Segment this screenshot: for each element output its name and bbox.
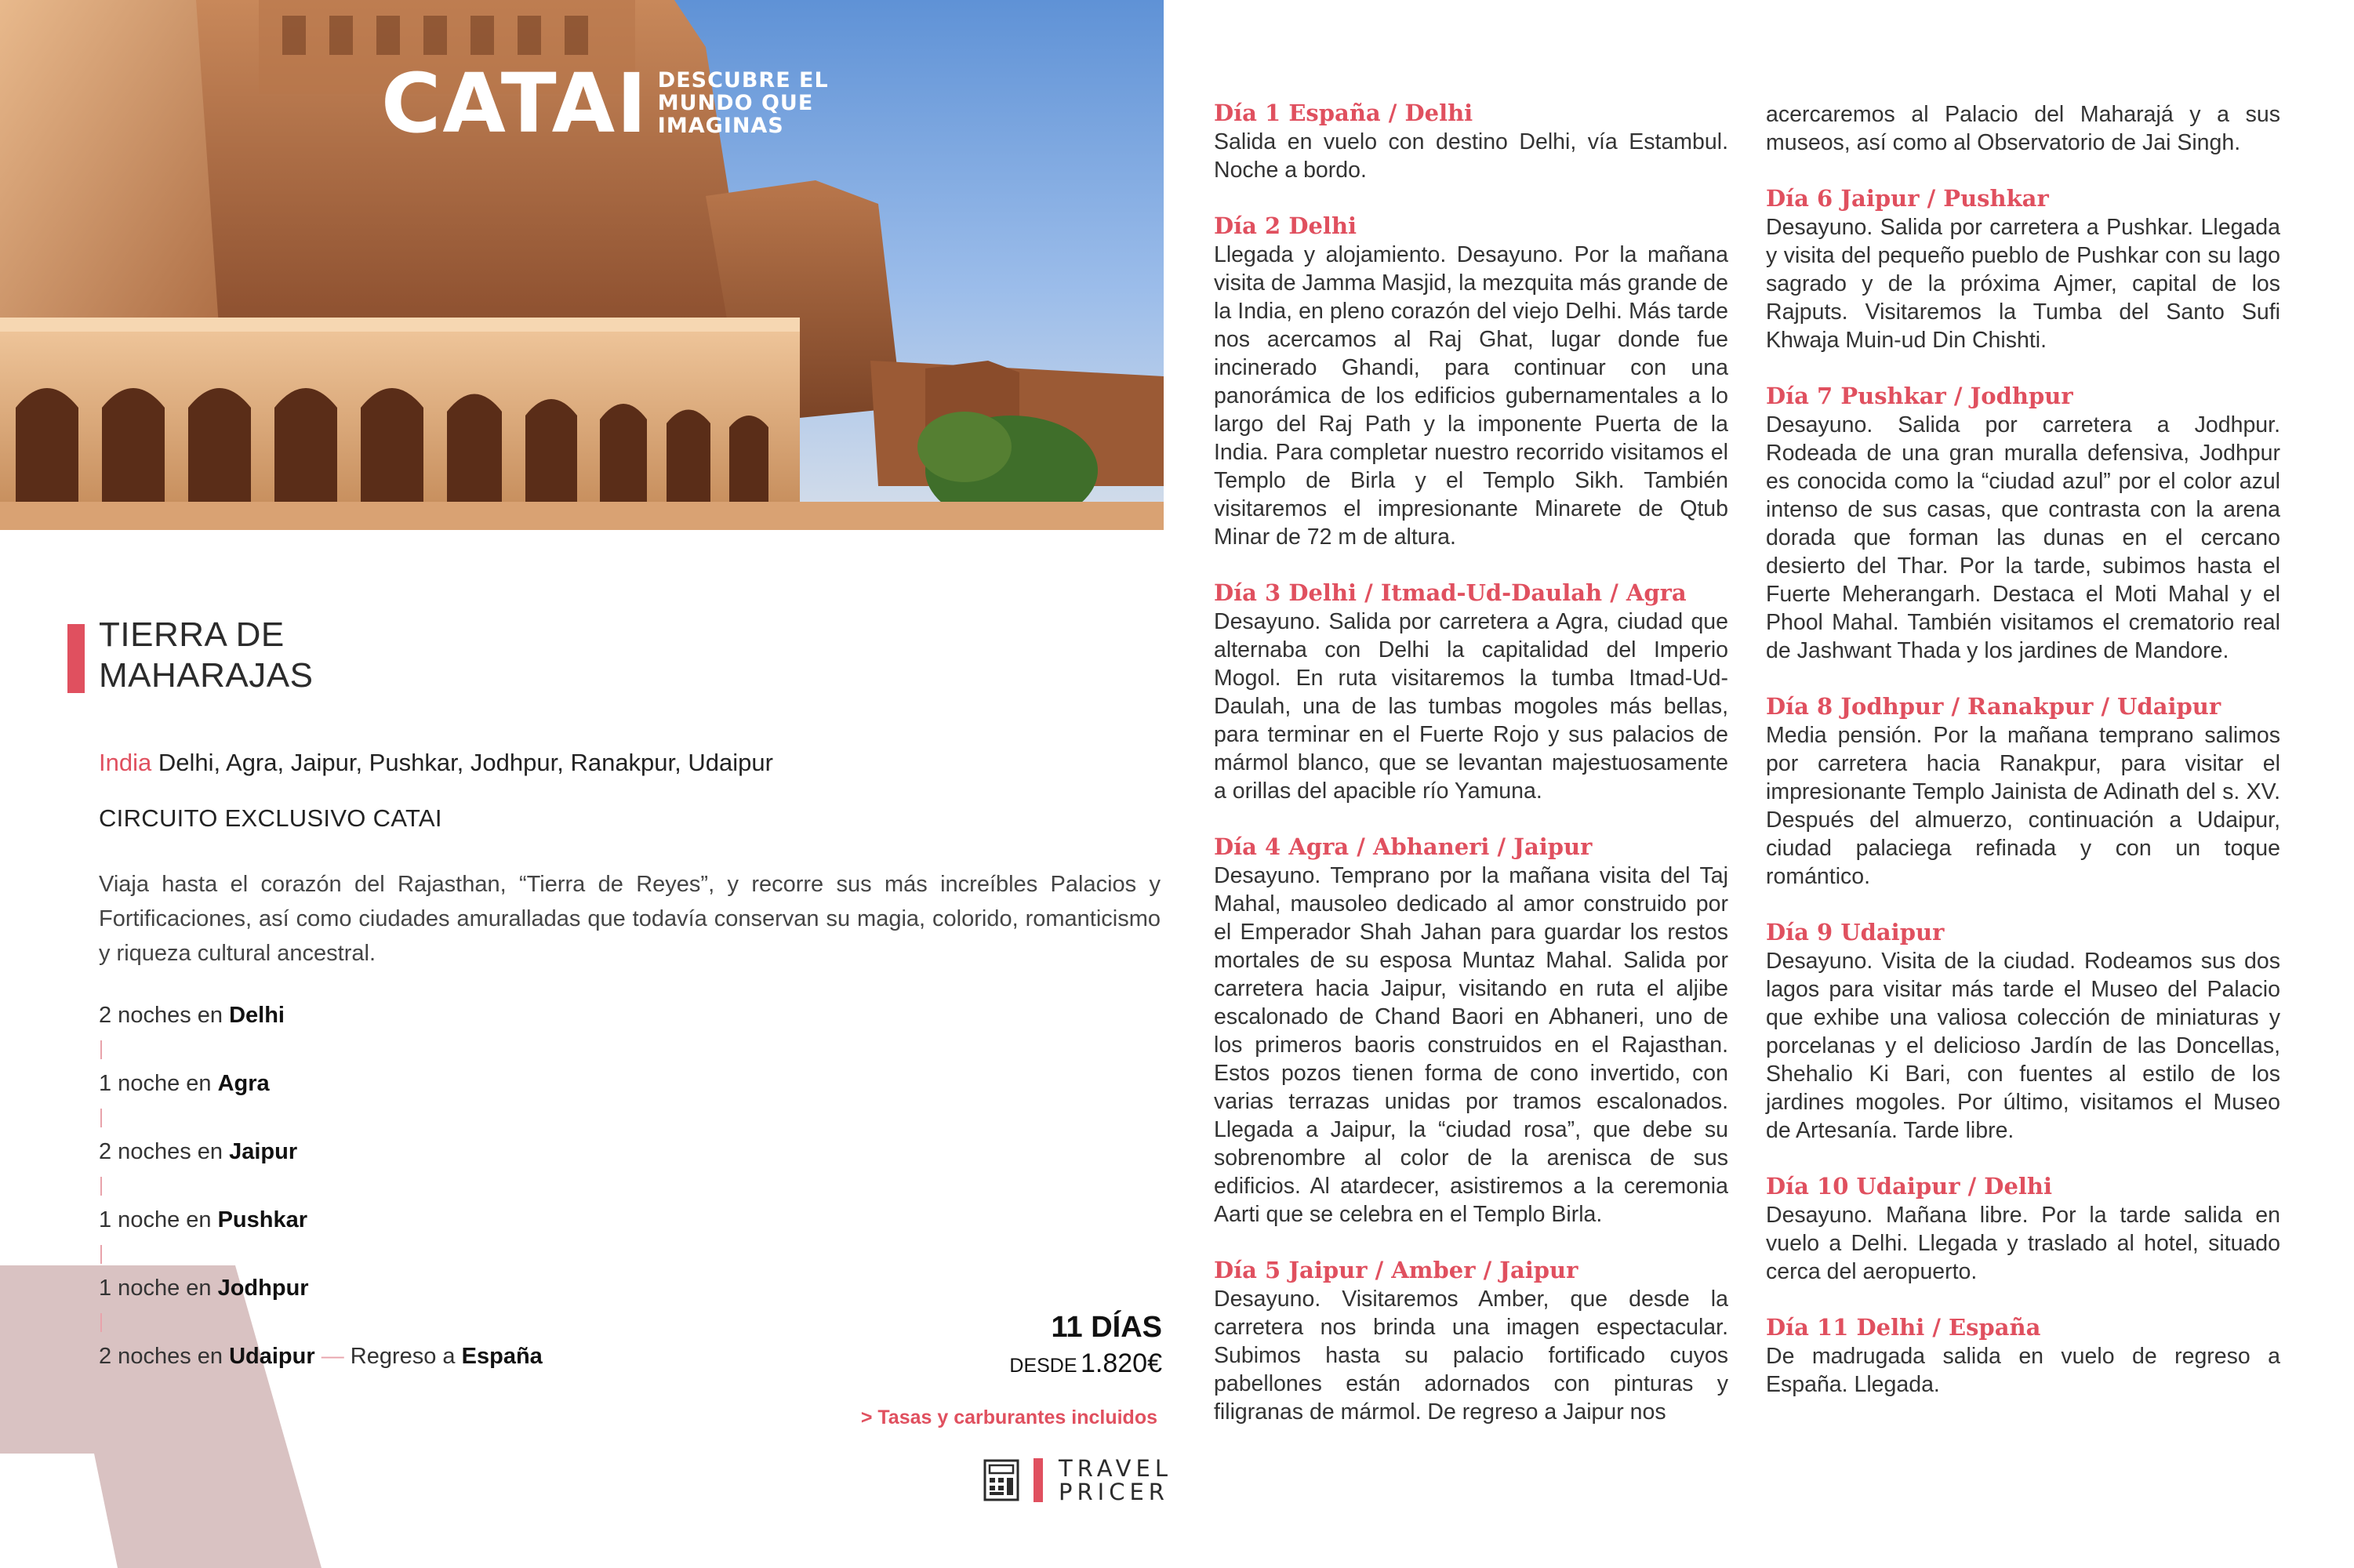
- day-title: Día 3 Delhi / Itmad-Ud-Daulah / Agra: [1214, 579, 1687, 606]
- divider: [99, 1305, 543, 1340]
- duration: 11 DÍAS: [1051, 1311, 1162, 1344]
- divider: [99, 1101, 543, 1135]
- day-title: Día 10 Udaipur / Delhi: [1766, 1173, 2053, 1200]
- day-title: Día 4 Agra / Abhaneri / Jaipur: [1214, 833, 1593, 860]
- day-text: Desayuno. Salida por carretera a Agra, ciudad que alternaba con Delhi la capitalidad del Imperio Mogol. En ruta visitaremos la tumba Itmad-Ud- Daulah, una de las tumbas mogoles más bellas, para terminar en el Fuerte Rojo y sus palacios de mármol blanco, que se levantan majestuosamente a orillas del apacible río Yamuna.: [1214, 609, 1728, 804]
- list-item: [99, 999, 543, 1033]
- day-title: Día 8 Jodhpur / Ranakpur / Udaipur: [1766, 693, 2221, 720]
- day-text: Desayuno. Salida por carretera a Jodhpur. Rodeada de una gran muralla defensiva, Jodhpur es conocida como la “ciudad azul” por el color azul intenso de sus casas, que contrasta con la arena dorada que forman las dunas en el cercano desierto del Thar. Por la tarde, subimos hasta el Fuerte Meherangarh. Destaca el Moti Mahal y el Phool Mahal. También visitamos el crematorio real de Jashwant Thada y los jardines de Mandore.: [1766, 412, 2280, 663]
- price-label: DESDE: [1009, 1355, 1077, 1377]
- day-title: Día 2 Delhi: [1214, 212, 1357, 239]
- day-text: Salida en vuelo con destino Delhi, vía Estambul. Noche a bordo.: [1214, 129, 1728, 183]
- day-text: Llegada y alojamiento. Desayuno. Por la mañana visita de Jamma Masjid, la mezquita más grande de la India, en pleno corazón del viejo Delhi. Más tarde nos acercamos al Raj Ghat, lugar donde fue incinerado Ghandi, para continuar con una panorámica de los edificios gubernamentales a lo largo del Raj Path y la imponente Puerta de la India. Para completar nuestro recorrido visitamos el Templo de Birla y el Templo Sikh. También visitaremos el impresionante Minarete de Qtub Minar de 72 m de altura.: [1214, 242, 1728, 550]
- price: [902, 1348, 1162, 1379]
- tour-title-line: TIERRA DE: [99, 615, 285, 654]
- travel-pricer-line: TRAVEL: [1059, 1455, 1172, 1482]
- day-title: Día 6 Jaipur / Pushkar: [1766, 185, 2049, 212]
- day-title: Día 7 Pushkar / Jodhpur: [1766, 383, 2073, 409]
- cities: Delhi, Agra, Jaipur, Pushkar, Jodhpur, Ranakpur, Udaipur: [158, 749, 773, 776]
- intro-paragraph: Viaja hasta el corazón del Rajasthan, “Tierra de Reyes”, y recorre sus más increíbles Palacios y Fortificaciones, así como ciudades amuralladas que todavía conservan su magia, colorido, romanticismo y riqueza cultural ancestral.: [99, 872, 1161, 966]
- list-item: [99, 1203, 543, 1237]
- catai-logo: [381, 56, 829, 151]
- night-city: Pushkar: [217, 1207, 308, 1232]
- day-text: Desayuno. Mañana libre. Por la tarde salida en vuelo a Delhi. Llegada y traslado al hotel, situado cerca del aeropuerto.: [1766, 1203, 2280, 1284]
- night-dash: —: [321, 1344, 344, 1369]
- return-prefix: Regreso a: [350, 1344, 456, 1369]
- day-title: Día 1 España / Delhi: [1214, 100, 1473, 126]
- day-text: De madrugada salida en vuelo de regreso a España. Llegada.: [1766, 1344, 2280, 1397]
- travel-pricer-text: [1059, 1457, 1172, 1504]
- list-item: [99, 1340, 543, 1374]
- travel-pricer-bar: [1034, 1458, 1043, 1502]
- night-city: Delhi: [229, 1003, 285, 1028]
- nights-list: [99, 999, 543, 1374]
- day-text: Media pensión. Por la mañana temprano salimos por carretera hacia Ranakpur, para visitar el impresionante Templo Jainista de Adinath del s. XV. Después del almuerzo, continuación a Udaipur, ciudad palaciega refinada y con un toque romántico.: [1766, 723, 2280, 889]
- day-text-continued: acercaremos al Palacio del Maharajá y a sus museos, así como al Observatorio de Jai Singh.: [1766, 102, 2280, 155]
- itinerary-day: [1214, 1256, 1728, 1426]
- price-value: 1.820€: [1081, 1348, 1162, 1378]
- tour-title-line: MAHARAJAS: [99, 656, 314, 695]
- return-city: España: [461, 1344, 543, 1369]
- itinerary-column-2: [1766, 100, 2280, 1426]
- brand-name: CATAI: [381, 56, 648, 151]
- brand-tagline-line: DESCUBRE EL: [657, 68, 829, 93]
- day-title: Día 11 Delhi / España: [1766, 1314, 2041, 1341]
- day-title: Día 5 Jaipur / Amber / Jaipur: [1214, 1257, 1578, 1283]
- list-item: [99, 1272, 543, 1305]
- night-prefix: 1 noche en: [99, 1071, 212, 1096]
- day-title: Día 9 Udaipur: [1766, 919, 1945, 946]
- night-city: Agra: [217, 1071, 270, 1096]
- brand-tagline-line: IMAGINAS: [657, 114, 784, 138]
- night-city: Jodhpur: [217, 1276, 309, 1301]
- itinerary-day: [1766, 1172, 2280, 1286]
- night-prefix: 1 noche en: [99, 1207, 212, 1232]
- itinerary-day: [1214, 212, 1728, 551]
- taxes-note: > Tasas y carburantes incluidos: [860, 1406, 1157, 1428]
- divider: [99, 1033, 543, 1067]
- day-text: Desayuno. Visitaremos Amber, que desde la carretera nos brinda una imagen espectacular. Subimos hasta su palacio fortificado cuyos pabellones están adornados con pinturas y filigranas de mármol. De regreso a Jaipur nos: [1214, 1287, 1728, 1425]
- night-city: Jaipur: [229, 1139, 298, 1164]
- itinerary-day: [1766, 382, 2280, 665]
- itinerary-day: [1766, 692, 2280, 891]
- hero-photo: [0, 0, 1164, 530]
- travel-pricer-logo: [983, 1457, 1172, 1504]
- night-city: Udaipur: [229, 1344, 315, 1369]
- day-text: Desayuno. Visita de la ciudad. Rodeamos sus dos lagos para visitar más tarde el Museo del Palacio que exhibe una valiosa colección de miniaturas y porcelanas y el delicioso Jardín de las Doncellas, Shehalio Ki Bari, con fuentes al estilo de los jardines mogoles. Por último, visitamos el Museo de Artesanía. Tarde libre.: [1766, 949, 2280, 1143]
- night-prefix: 1 noche en: [99, 1276, 212, 1301]
- list-item: [99, 1067, 543, 1101]
- divider: [99, 1237, 543, 1272]
- list-item: [99, 1135, 543, 1169]
- divider: [99, 1169, 543, 1203]
- night-prefix: 2 noches en: [99, 1344, 223, 1369]
- itinerary-column-1: [1214, 99, 1728, 1454]
- itinerary-day: [1766, 1313, 2280, 1399]
- itinerary-day: [1214, 833, 1728, 1229]
- brand-tagline: [658, 69, 829, 137]
- calculator-icon: [983, 1459, 1019, 1501]
- circuit-label: CIRCUITO EXCLUSIVO CATAI: [99, 804, 442, 832]
- country: India: [99, 749, 152, 776]
- travel-pricer-line: PRICER: [1059, 1479, 1169, 1505]
- tour-title: [99, 615, 313, 696]
- itinerary-day: [1214, 579, 1728, 805]
- night-prefix: 2 noches en: [99, 1003, 223, 1028]
- day-text: Desayuno. Temprano por la mañana visita del Taj Mahal, mausoleo dedicado al amor construido por el Emperador Shah Jahan para guardar los restos mortales de su esposa Muntaz Mahal. Salida por carretera hacia Jaipur, visitando en ruta el aljibe escalonado de Chand Baori en Abhaneri, uno de los primeros baoris construidos en el Rajasthan. Estos pozos tienen forma de cono invertido, con varias terrazas unidas por tramos escalonados. Llegada a Jaipur, la “ciudad rosa”, que debe su sobrenombre al color de la arenisca de sus edificios. Al atardecer, asistiremos a la ceremonia Aarti que se celebra en el Templo Birla.: [1214, 863, 1728, 1227]
- day-text: Desayuno. Salida por carretera a Pushkar. Llegada y visita del pequeño pueblo de Pushkar con su lago sagrado y de la próxima Ajmer, capital de los Rajputs. Visitaremos la Tumba del Santo Sufi Khwaja Muin-ud Din Chishti.: [1766, 215, 2280, 353]
- itinerary-day: [1214, 99, 1728, 184]
- title-accent-bar: [67, 624, 85, 693]
- night-prefix: 2 noches en: [99, 1139, 223, 1164]
- itinerary-day: [1766, 184, 2280, 354]
- brand-tagline-line: MUNDO QUE: [657, 91, 814, 115]
- itinerary-day: [1766, 918, 2280, 1145]
- destinations: [99, 749, 773, 777]
